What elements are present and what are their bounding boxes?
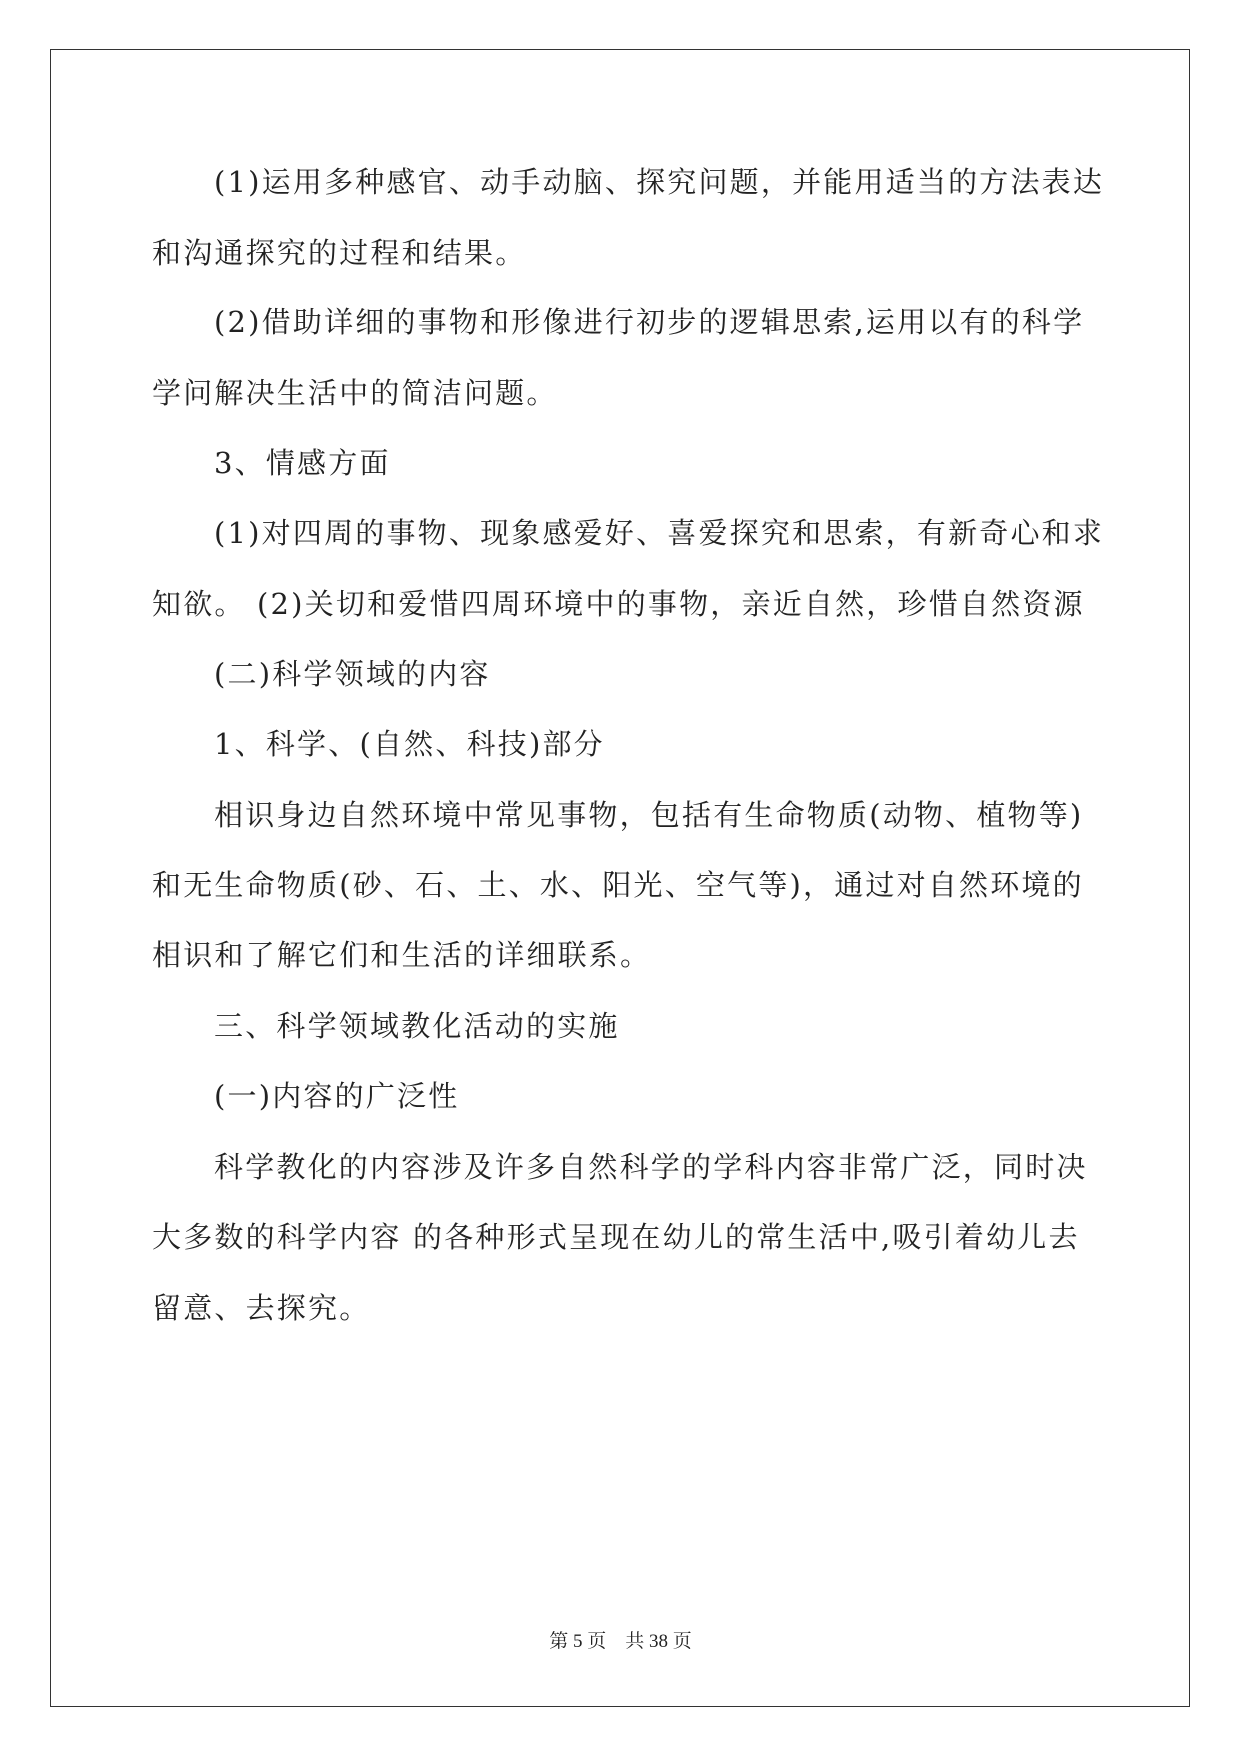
paragraph-line: 大多数的科学内容 的各种形式呈现在幼儿的常生活中,吸引着幼儿去 [152,1220,1080,1254]
paragraph-line: 和无生命物质(砂、石、土、水、阳光、空气等)，通过对自然环境的 [152,868,1084,902]
paragraph-line: 和沟通探究的过程和结果。 [152,236,527,270]
paragraph-line: (1)运用多种感官、动手动脑、探究问题，并能用适当的方法表达 [214,165,1105,199]
section-heading: (二)科学领域的内容 [214,657,491,691]
page-number-footer: 第 5 页 共 38 页 [549,1631,692,1652]
paragraph-line: 留意、去探究。 [152,1291,371,1325]
paragraph-line: 科学教化的内容涉及许多自然科学的学科内容非常广泛，同时决 [214,1150,1088,1184]
paragraph-line: 知欲。 (2)关切和爱惜四周环境中的事物，亲近自然，珍惜自然资源 [152,587,1085,621]
paragraph-line: 学问解决生活中的简洁问题。 [152,376,558,410]
section-heading: (一)内容的广泛性 [214,1079,460,1113]
paragraph-line: 相识和了解它们和生活的详细联系。 [152,938,652,972]
paragraph-line: (2)借助详细的事物和形像进行初步的逻辑思索,运用以有的科学 [214,305,1085,339]
paragraph-line: (1)对四周的事物、现象感爱好、喜爱探究和思索，有新奇心和求 [214,516,1105,550]
section-heading: 三、科学领域教化活动的实施 [214,1009,620,1043]
paragraph-line: 相识身边自然环境中常见事物，包括有生命物质(动物、植物等) [214,798,1084,832]
section-heading: 3、情感方面 [214,446,391,480]
section-heading: 1、科学、(自然、科技)部分 [214,727,605,761]
